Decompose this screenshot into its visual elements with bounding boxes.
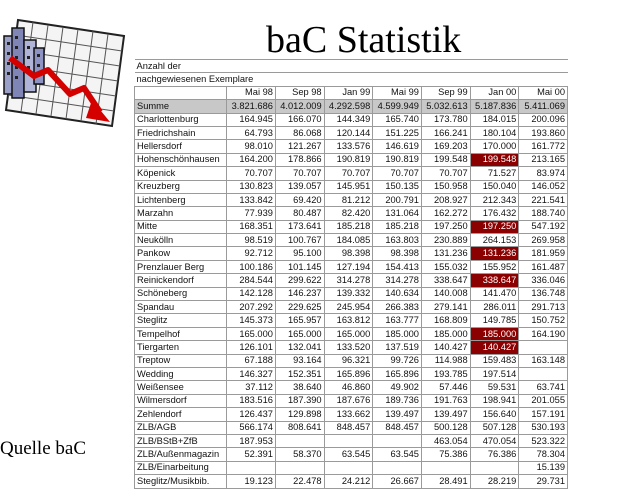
table-row bbox=[135, 126, 568, 139]
table-cell bbox=[227, 461, 276, 474]
row-label: Köpenick bbox=[135, 167, 227, 180]
column-header: Mai 99 bbox=[373, 86, 422, 99]
table-cell: 299.622 bbox=[275, 274, 324, 287]
page-title: baC Statistik bbox=[266, 19, 462, 61]
table-header-corner bbox=[135, 86, 227, 99]
table-cell: 266.383 bbox=[373, 301, 422, 314]
table-row bbox=[135, 354, 568, 367]
table-cell: 46.860 bbox=[324, 381, 373, 394]
table-cell: 212.343 bbox=[470, 193, 519, 206]
table-cell: 141.470 bbox=[470, 287, 519, 300]
table-cell: 37.112 bbox=[227, 381, 276, 394]
row-label: ZLB/Einarbeitung bbox=[135, 461, 227, 474]
table-cell: 161.487 bbox=[519, 260, 568, 273]
table-cell: 96.321 bbox=[324, 354, 373, 367]
table-cell: 154.413 bbox=[373, 260, 422, 273]
table-cell: 197.514 bbox=[470, 367, 519, 380]
table-cell: 137.519 bbox=[373, 341, 422, 354]
table-cell: 566.174 bbox=[227, 421, 276, 434]
table-cell: 208.927 bbox=[421, 193, 470, 206]
table-cell: 26.667 bbox=[373, 475, 422, 488]
row-label: Tempelhof bbox=[135, 327, 227, 340]
row-label: Charlottenburg bbox=[135, 113, 227, 126]
table-cell: 291.713 bbox=[519, 301, 568, 314]
table-cell: 176.432 bbox=[470, 207, 519, 220]
row-label: Mitte bbox=[135, 220, 227, 233]
table-cell: 207.292 bbox=[227, 301, 276, 314]
row-label: Tiergarten bbox=[135, 341, 227, 354]
table-cell: 848.457 bbox=[324, 421, 373, 434]
table-cell bbox=[275, 434, 324, 447]
table-cell: 38.640 bbox=[275, 381, 324, 394]
table-cell: 131.236 bbox=[470, 247, 519, 260]
table-cell: 80.487 bbox=[275, 207, 324, 220]
source-caption: Quelle baC bbox=[0, 438, 87, 459]
table-cell: 284.544 bbox=[227, 274, 276, 287]
table-note-row bbox=[135, 73, 568, 86]
table-cell: 165.000 bbox=[227, 327, 276, 340]
table-cell: 140.008 bbox=[421, 287, 470, 300]
table-cell: 185.000 bbox=[470, 327, 519, 340]
table-cell: 336.046 bbox=[519, 274, 568, 287]
table-row bbox=[135, 301, 568, 314]
table-cell: 86.068 bbox=[275, 126, 324, 139]
total-row bbox=[135, 100, 568, 113]
table-row bbox=[135, 247, 568, 260]
table-row bbox=[135, 234, 568, 247]
table-cell bbox=[519, 341, 568, 354]
table-cell: 269.958 bbox=[519, 234, 568, 247]
table-cell: 155.952 bbox=[470, 260, 519, 273]
table-row bbox=[135, 180, 568, 193]
table-cell: 139.057 bbox=[275, 180, 324, 193]
table-cell: 150.135 bbox=[373, 180, 422, 193]
table-cell: 180.104 bbox=[470, 126, 519, 139]
row-label: Prenzlauer Berg bbox=[135, 260, 227, 273]
row-label: Hellersdorf bbox=[135, 140, 227, 153]
table-row bbox=[135, 287, 568, 300]
table-cell: 22.478 bbox=[275, 475, 324, 488]
table-cell: 99.726 bbox=[373, 354, 422, 367]
table-row bbox=[135, 167, 568, 180]
table-cell: 70.707 bbox=[421, 167, 470, 180]
table-cell: 98.519 bbox=[227, 234, 276, 247]
column-header: Jan 99 bbox=[324, 86, 373, 99]
table-cell: 164.945 bbox=[227, 113, 276, 126]
row-label: Kreuzberg bbox=[135, 180, 227, 193]
table-row bbox=[135, 475, 568, 488]
table-cell: 139.332 bbox=[324, 287, 373, 300]
table-cell: 173.780 bbox=[421, 113, 470, 126]
table-cell: 100.186 bbox=[227, 260, 276, 273]
table-cell: 191.763 bbox=[421, 394, 470, 407]
table-cell: 15.139 bbox=[519, 461, 568, 474]
table-row bbox=[135, 381, 568, 394]
table-cell: 848.457 bbox=[373, 421, 422, 434]
table-cell: 168.351 bbox=[227, 220, 276, 233]
table-cell: 126.437 bbox=[227, 408, 276, 421]
table-cell: 201.055 bbox=[519, 394, 568, 407]
table-cell: 57.446 bbox=[421, 381, 470, 394]
table-cell: 286.011 bbox=[470, 301, 519, 314]
table-note-line: Anzahl der bbox=[135, 60, 227, 73]
table-cell: 808.641 bbox=[275, 421, 324, 434]
table-cell: 221.541 bbox=[519, 193, 568, 206]
table-cell: 146.619 bbox=[373, 140, 422, 153]
table-cell: 185.000 bbox=[373, 327, 422, 340]
table-cell: 140.634 bbox=[373, 287, 422, 300]
row-label: ZLB/BStB+ZfB bbox=[135, 434, 227, 447]
table-cell: 150.752 bbox=[519, 314, 568, 327]
table-cell: 101.145 bbox=[275, 260, 324, 273]
table-cell: 139.497 bbox=[421, 408, 470, 421]
table-cell: 78.304 bbox=[519, 448, 568, 461]
column-header: Sep 98 bbox=[275, 86, 324, 99]
row-label: Friedrichshain bbox=[135, 126, 227, 139]
table-cell: 70.707 bbox=[275, 167, 324, 180]
table-cell bbox=[373, 461, 422, 474]
table-cell: 181.959 bbox=[519, 247, 568, 260]
table-cell: 213.165 bbox=[519, 153, 568, 166]
row-label: Schöneberg bbox=[135, 287, 227, 300]
row-label: Wilmersdorf bbox=[135, 394, 227, 407]
table-cell: 185.218 bbox=[373, 220, 422, 233]
table-cell bbox=[519, 367, 568, 380]
table-cell: 69.420 bbox=[275, 193, 324, 206]
table-cell: 133.576 bbox=[324, 140, 373, 153]
table-body bbox=[135, 60, 568, 489]
table-cell: 165.896 bbox=[373, 367, 422, 380]
table-row bbox=[135, 461, 568, 474]
row-label: ZLB/Außenmagazin bbox=[135, 448, 227, 461]
table-cell: 187.953 bbox=[227, 434, 276, 447]
row-label: Reinickendorf bbox=[135, 274, 227, 287]
table-cell: 530.193 bbox=[519, 421, 568, 434]
table-cell: 199.548 bbox=[470, 153, 519, 166]
row-label: Wedding bbox=[135, 367, 227, 380]
table-cell: 131.064 bbox=[373, 207, 422, 220]
row-label: Weißensee bbox=[135, 381, 227, 394]
table-cell: 146.052 bbox=[519, 180, 568, 193]
table-cell: 127.194 bbox=[324, 260, 373, 273]
column-header: Mai 00 bbox=[519, 86, 568, 99]
table-cell: 164.190 bbox=[519, 327, 568, 340]
table-cell: 185.000 bbox=[421, 327, 470, 340]
table-cell: 98.398 bbox=[373, 247, 422, 260]
table-cell: 155.032 bbox=[421, 260, 470, 273]
table-cell: 131.236 bbox=[421, 247, 470, 260]
table-row bbox=[135, 314, 568, 327]
table-cell: 338.647 bbox=[421, 274, 470, 287]
table-cell: 146.327 bbox=[227, 367, 276, 380]
table-cell: 163.148 bbox=[519, 354, 568, 367]
total-cell: 4.292.598 bbox=[324, 100, 373, 113]
table-cell: 500.128 bbox=[421, 421, 470, 434]
row-label: Neukölln bbox=[135, 234, 227, 247]
table-cell: 132.041 bbox=[275, 341, 324, 354]
row-label: Hohenschönhausen bbox=[135, 153, 227, 166]
table-cell: 139.497 bbox=[373, 408, 422, 421]
table-cell: 163.812 bbox=[324, 314, 373, 327]
table-cell: 338.647 bbox=[470, 274, 519, 287]
table-cell: 98.398 bbox=[324, 247, 373, 260]
table-cell: 165.000 bbox=[275, 327, 324, 340]
table-cell: 136.748 bbox=[519, 287, 568, 300]
table-cell: 140.427 bbox=[421, 341, 470, 354]
table-cell: 19.123 bbox=[227, 475, 276, 488]
table-cell bbox=[275, 461, 324, 474]
row-label: Lichtenberg bbox=[135, 193, 227, 206]
table-cell: 190.819 bbox=[373, 153, 422, 166]
table-cell: 145.373 bbox=[227, 314, 276, 327]
table-cell: 83.974 bbox=[519, 167, 568, 180]
table-cell: 100.767 bbox=[275, 234, 324, 247]
table-cell: 133.662 bbox=[324, 408, 373, 421]
column-header: Sep 99 bbox=[421, 86, 470, 99]
table-row bbox=[135, 193, 568, 206]
table-cell: 70.707 bbox=[373, 167, 422, 180]
table-cell: 98.010 bbox=[227, 140, 276, 153]
table-cell: 547.192 bbox=[519, 220, 568, 233]
table-cell: 81.212 bbox=[324, 193, 373, 206]
table-cell: 245.954 bbox=[324, 301, 373, 314]
table-cell: 156.640 bbox=[470, 408, 519, 421]
table-cell: 168.809 bbox=[421, 314, 470, 327]
table-cell: 200.791 bbox=[373, 193, 422, 206]
table-cell: 130.823 bbox=[227, 180, 276, 193]
table-cell: 151.225 bbox=[373, 126, 422, 139]
table-cell: 198.941 bbox=[470, 394, 519, 407]
table-cell: 507.128 bbox=[470, 421, 519, 434]
statistics-table bbox=[134, 59, 568, 489]
table-row bbox=[135, 207, 568, 220]
table-row bbox=[135, 434, 568, 447]
table-cell: 76.386 bbox=[470, 448, 519, 461]
table-cell: 75.386 bbox=[421, 448, 470, 461]
table-row bbox=[135, 113, 568, 126]
table-cell: 470.054 bbox=[470, 434, 519, 447]
table-row bbox=[135, 341, 568, 354]
table-row bbox=[135, 153, 568, 166]
table-row bbox=[135, 140, 568, 153]
table-row bbox=[135, 421, 568, 434]
table-cell: 165.000 bbox=[324, 327, 373, 340]
table-cell: 92.712 bbox=[227, 247, 276, 260]
table-cell: 82.420 bbox=[324, 207, 373, 220]
table-cell: 157.191 bbox=[519, 408, 568, 421]
table-cell: 185.218 bbox=[324, 220, 373, 233]
table-cell: 114.988 bbox=[421, 354, 470, 367]
table-cell: 279.141 bbox=[421, 301, 470, 314]
table-cell: 166.070 bbox=[275, 113, 324, 126]
table-cell: 146.237 bbox=[275, 287, 324, 300]
table-cell: 190.819 bbox=[324, 153, 373, 166]
table-cell: 170.000 bbox=[470, 140, 519, 153]
table-cell: 187.390 bbox=[275, 394, 324, 407]
table-row bbox=[135, 260, 568, 273]
table-cell: 189.736 bbox=[373, 394, 422, 407]
column-header: Jan 00 bbox=[470, 86, 519, 99]
table-note-row bbox=[135, 60, 568, 73]
table-cell: 28.219 bbox=[470, 475, 519, 488]
table-cell: 145.951 bbox=[324, 180, 373, 193]
table-row bbox=[135, 367, 568, 380]
total-cell: 4.599.949 bbox=[373, 100, 422, 113]
table-cell: 63.545 bbox=[324, 448, 373, 461]
table-row bbox=[135, 327, 568, 340]
table-cell: 142.128 bbox=[227, 287, 276, 300]
table-cell: 173.641 bbox=[275, 220, 324, 233]
table-cell bbox=[421, 461, 470, 474]
table-cell: 163.777 bbox=[373, 314, 422, 327]
row-label: Summe bbox=[135, 100, 227, 113]
table-cell: 121.267 bbox=[275, 140, 324, 153]
table-cell: 178.866 bbox=[275, 153, 324, 166]
table-cell: 129.898 bbox=[275, 408, 324, 421]
table-cell: 314.278 bbox=[324, 274, 373, 287]
table-cell: 133.520 bbox=[324, 341, 373, 354]
row-label: Steglitz/Musikbib. bbox=[135, 475, 227, 488]
table-cell: 64.793 bbox=[227, 126, 276, 139]
total-cell: 5.187.836 bbox=[470, 100, 519, 113]
table-cell: 150.040 bbox=[470, 180, 519, 193]
table-cell: 166.241 bbox=[421, 126, 470, 139]
total-cell: 3.821.686 bbox=[227, 100, 276, 113]
table-cell: 24.212 bbox=[324, 475, 373, 488]
table-row bbox=[135, 394, 568, 407]
table-cell: 165.957 bbox=[275, 314, 324, 327]
total-cell: 5.032.613 bbox=[421, 100, 470, 113]
table-cell bbox=[324, 434, 373, 447]
column-header: Mai 98 bbox=[227, 86, 276, 99]
table-cell: 133.842 bbox=[227, 193, 276, 206]
table-cell: 187.676 bbox=[324, 394, 373, 407]
table-cell: 59.531 bbox=[470, 381, 519, 394]
table-cell: 163.803 bbox=[373, 234, 422, 247]
table-cell: 152.351 bbox=[275, 367, 324, 380]
row-label: Zehlendorf bbox=[135, 408, 227, 421]
table-cell: 197.250 bbox=[421, 220, 470, 233]
table-cell: 70.707 bbox=[227, 167, 276, 180]
row-label: Steglitz bbox=[135, 314, 227, 327]
table-cell: 63.741 bbox=[519, 381, 568, 394]
table-row bbox=[135, 220, 568, 233]
row-label: Pankow bbox=[135, 247, 227, 260]
table-cell: 229.625 bbox=[275, 301, 324, 314]
row-label: Spandau bbox=[135, 301, 227, 314]
table-cell: 188.740 bbox=[519, 207, 568, 220]
row-label: Treptow bbox=[135, 354, 227, 367]
table-cell bbox=[373, 434, 422, 447]
table-header-row bbox=[135, 86, 568, 99]
table-cell: 199.548 bbox=[421, 153, 470, 166]
table-cell: 28.491 bbox=[421, 475, 470, 488]
table-cell: 314.278 bbox=[373, 274, 422, 287]
table-row bbox=[135, 408, 568, 421]
row-label: Marzahn bbox=[135, 207, 227, 220]
table-cell: 58.370 bbox=[275, 448, 324, 461]
table-cell: 230.889 bbox=[421, 234, 470, 247]
table-cell: 197.250 bbox=[470, 220, 519, 233]
total-cell: 4.012.009 bbox=[275, 100, 324, 113]
table-cell: 169.203 bbox=[421, 140, 470, 153]
table-cell: 71.527 bbox=[470, 167, 519, 180]
table-cell: 264.153 bbox=[470, 234, 519, 247]
table-cell bbox=[470, 461, 519, 474]
table-cell: 159.483 bbox=[470, 354, 519, 367]
table-row bbox=[135, 274, 568, 287]
table-cell: 29.731 bbox=[519, 475, 568, 488]
table-cell bbox=[324, 461, 373, 474]
total-cell: 5.411.069 bbox=[519, 100, 568, 113]
table-cell: 164.200 bbox=[227, 153, 276, 166]
table-cell: 67.188 bbox=[227, 354, 276, 367]
table-cell: 63.545 bbox=[373, 448, 422, 461]
row-label: ZLB/AGB bbox=[135, 421, 227, 434]
table-cell: 200.096 bbox=[519, 113, 568, 126]
table-cell: 184.015 bbox=[470, 113, 519, 126]
table-cell: 149.785 bbox=[470, 314, 519, 327]
table-cell: 70.707 bbox=[324, 167, 373, 180]
table-cell: 120.144 bbox=[324, 126, 373, 139]
table-cell: 140.427 bbox=[470, 341, 519, 354]
table-cell: 162.272 bbox=[421, 207, 470, 220]
table-cell: 150.958 bbox=[421, 180, 470, 193]
table-cell: 126.101 bbox=[227, 341, 276, 354]
table-cell: 52.391 bbox=[227, 448, 276, 461]
table-cell: 183.516 bbox=[227, 394, 276, 407]
statistics-logo bbox=[0, 14, 130, 134]
table-cell: 463.054 bbox=[421, 434, 470, 447]
table-cell: 93.164 bbox=[275, 354, 324, 367]
table-cell: 523.322 bbox=[519, 434, 568, 447]
table-note-line: nachgewiesenen Exemplare bbox=[135, 73, 227, 86]
table-cell: 184.085 bbox=[324, 234, 373, 247]
table-cell: 165.896 bbox=[324, 367, 373, 380]
bar-chart-with-declining-arrow-icon bbox=[0, 14, 130, 134]
table-cell: 77.939 bbox=[227, 207, 276, 220]
table-cell: 144.349 bbox=[324, 113, 373, 126]
table-cell: 193.860 bbox=[519, 126, 568, 139]
table-cell: 193.785 bbox=[421, 367, 470, 380]
table-cell: 165.740 bbox=[373, 113, 422, 126]
table-cell: 95.100 bbox=[275, 247, 324, 260]
table-cell: 161.772 bbox=[519, 140, 568, 153]
table-row bbox=[135, 448, 568, 461]
table-cell: 49.902 bbox=[373, 381, 422, 394]
